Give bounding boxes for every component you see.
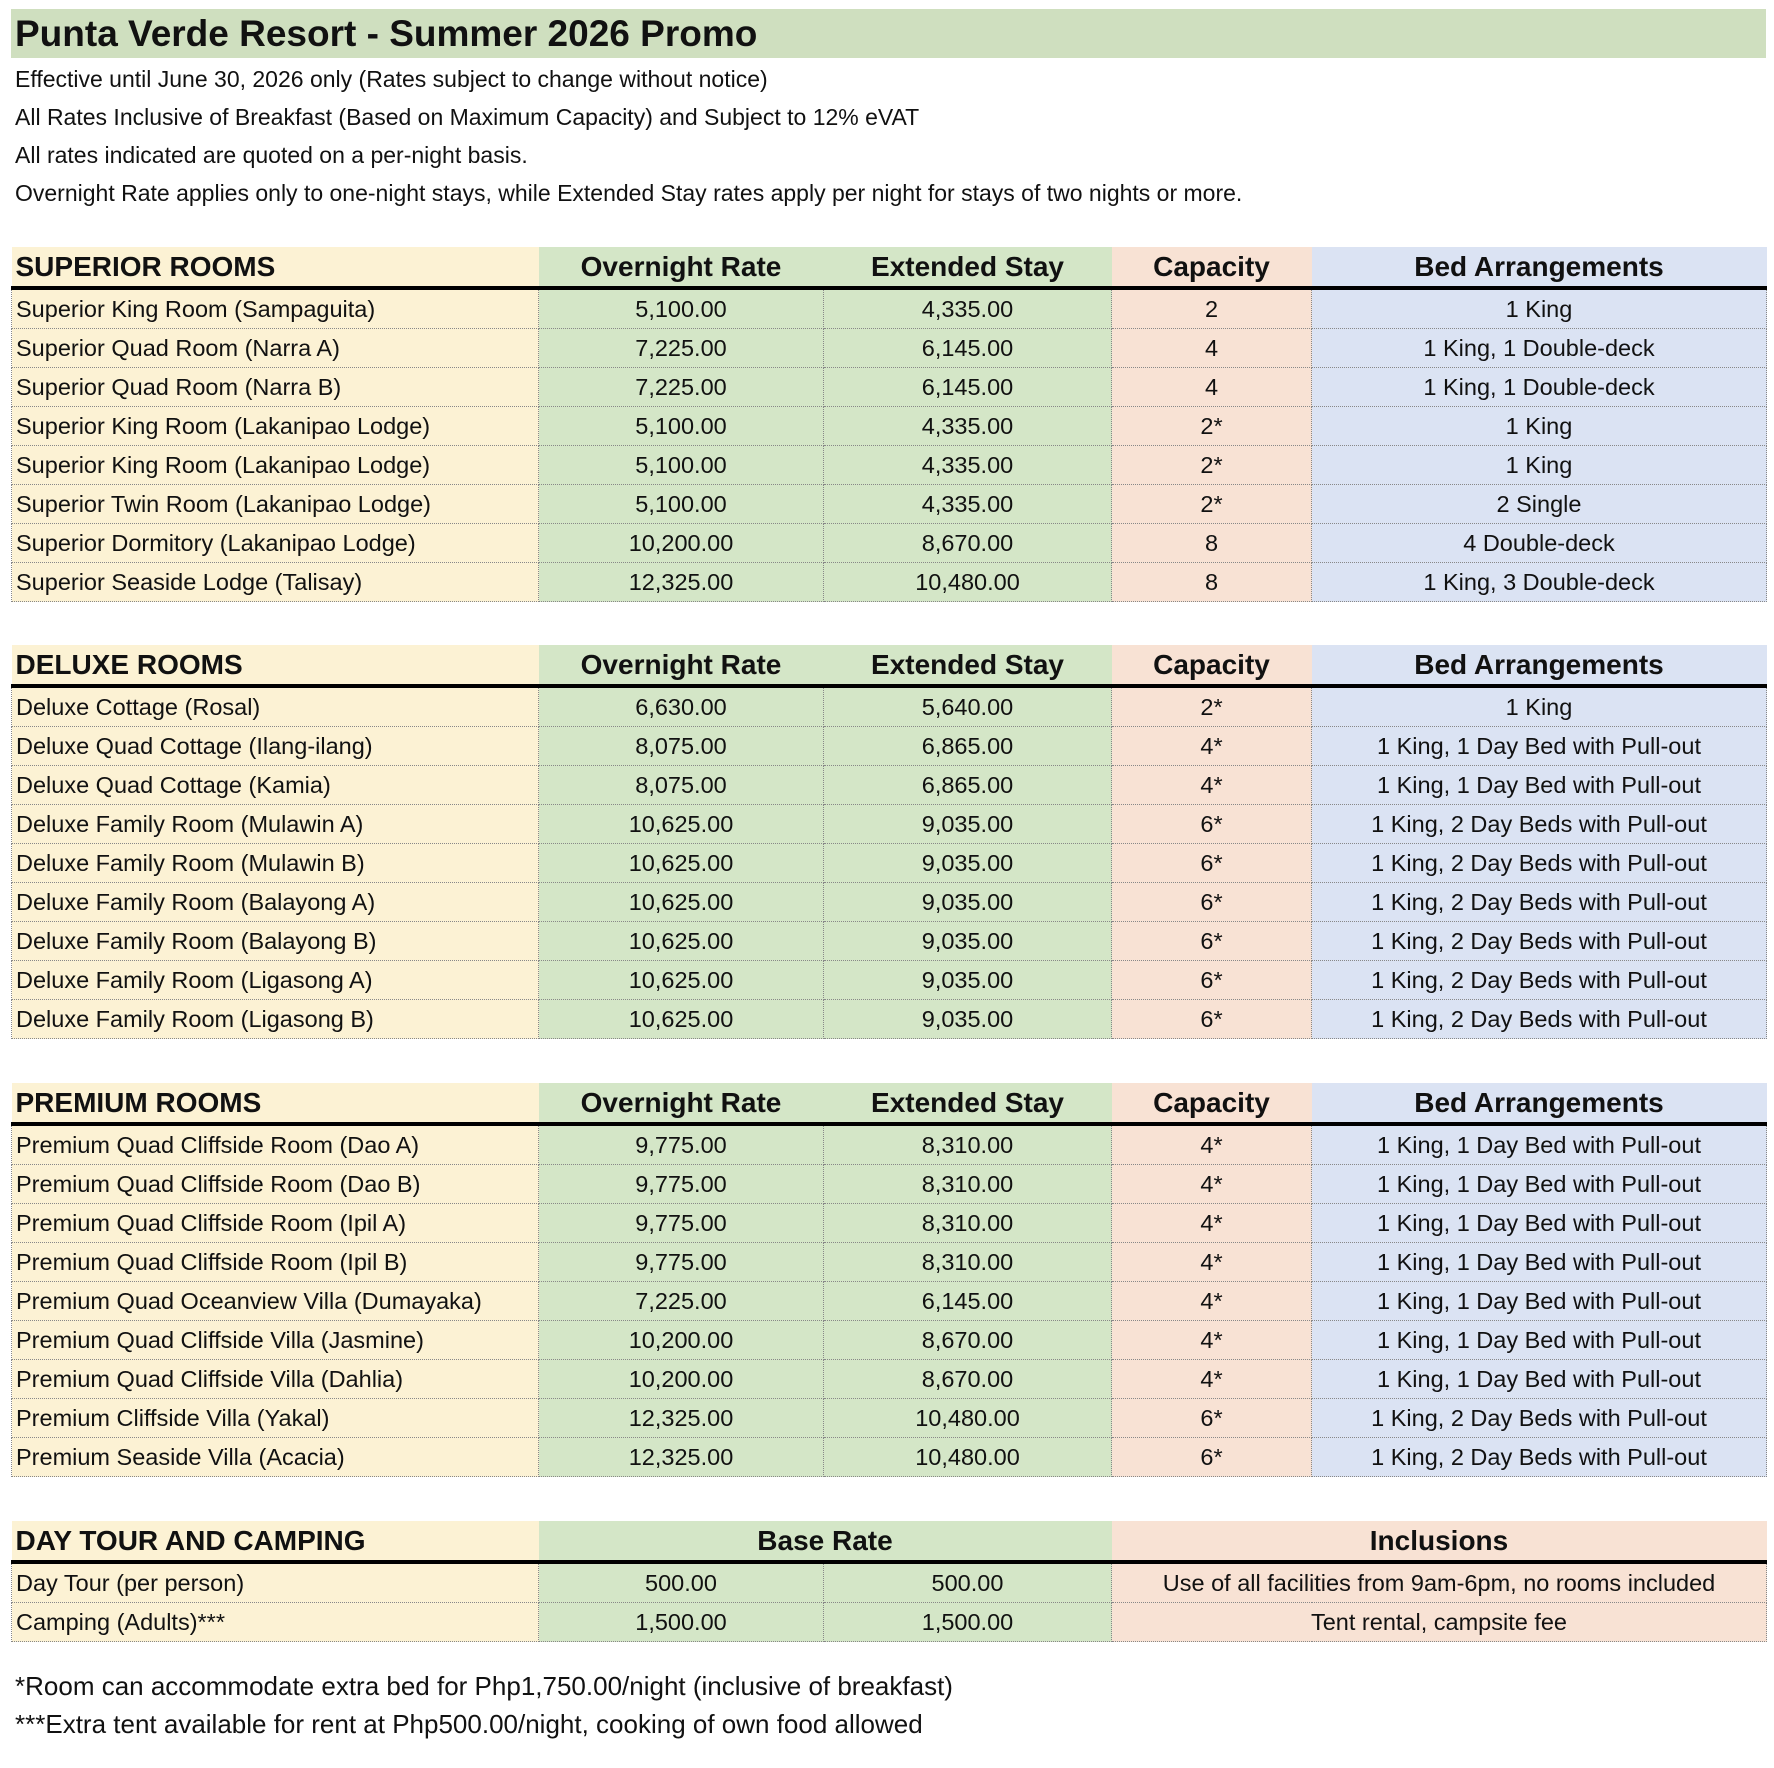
bed-arrangement-cell: 1 King, 2 Day Beds with Pull-out (1312, 844, 1767, 883)
capacity-cell: 6* (1112, 1000, 1312, 1039)
premium-rooms-table (11, 1083, 1767, 1477)
bed-arrangement-cell: 1 King, 1 Double-deck (1312, 368, 1767, 407)
table-row (12, 1204, 1767, 1243)
table-row (12, 1243, 1767, 1282)
bed-arrangement-cell: 2 Single (1312, 485, 1767, 524)
bed-arrangement-cell: 1 King, 2 Day Beds with Pull-out (1312, 1399, 1767, 1438)
inclusions-cell: Use of all facilities from 9am-6pm, no rooms included (1112, 1562, 1767, 1603)
extended-stay-header: Extended Stay (824, 645, 1112, 686)
extended-stay-cell: 10,480.00 (824, 563, 1112, 602)
bed-arrangement-cell: 1 King, 1 Day Bed with Pull-out (1312, 1282, 1767, 1321)
table-header-row (12, 645, 1767, 686)
capacity-cell: 6* (1112, 922, 1312, 961)
room-name-cell: Deluxe Family Room (Mulawin B) (12, 844, 539, 883)
overnight-rate-cell: 6,630.00 (539, 686, 824, 727)
capacity-cell: 8 (1112, 563, 1312, 602)
table-row (12, 1000, 1767, 1039)
capacity-cell: 2 (1112, 288, 1312, 329)
item-name-cell: Day Tour (per person) (12, 1562, 539, 1603)
bed-arrangement-cell: 1 King, 1 Double-deck (1312, 329, 1767, 368)
bed-arrangement-cell: 1 King (1312, 407, 1767, 446)
base-rate-cell: 500.00 (824, 1562, 1112, 1603)
overnight-rate-cell: 9,775.00 (539, 1165, 824, 1204)
overnight-rate-cell: 10,625.00 (539, 883, 824, 922)
extended-stay-cell: 8,310.00 (824, 1124, 1112, 1165)
extended-stay-cell: 4,335.00 (824, 407, 1112, 446)
overnight-rate-cell: 10,625.00 (539, 805, 824, 844)
bed-arrangement-cell: 1 King, 2 Day Beds with Pull-out (1312, 961, 1767, 1000)
extended-stay-cell: 10,480.00 (824, 1438, 1112, 1477)
capacity-cell: 4* (1112, 1243, 1312, 1282)
room-name-cell: Superior King Room (Sampaguita) (12, 288, 539, 329)
table-row (12, 524, 1767, 563)
room-name-cell: Premium Cliffside Villa (Yakal) (12, 1399, 539, 1438)
base-rate-cell: 500.00 (539, 1562, 824, 1603)
extended-stay-cell: 4,335.00 (824, 446, 1112, 485)
section-title: SUPERIOR ROOMS (12, 247, 539, 288)
table-row (12, 1360, 1767, 1399)
table-row (12, 1399, 1767, 1438)
table-row (12, 922, 1767, 961)
bed-arrangement-cell: 1 King, 1 Day Bed with Pull-out (1312, 1165, 1767, 1204)
bed-arrangement-cell: 1 King, 2 Day Beds with Pull-out (1312, 1438, 1767, 1477)
extended-stay-cell: 9,035.00 (824, 922, 1112, 961)
capacity-cell: 4* (1112, 1360, 1312, 1399)
overnight-rate-cell: 7,225.00 (539, 1282, 824, 1321)
superior-rooms-section (11, 247, 1767, 602)
extended-stay-header: Extended Stay (824, 247, 1112, 288)
extended-stay-cell: 8,310.00 (824, 1165, 1112, 1204)
room-name-cell: Premium Seaside Villa (Acacia) (12, 1438, 539, 1477)
item-name-cell: Camping (Adults)*** (12, 1603, 539, 1642)
page-title: Punta Verde Resort - Summer 2026 Promo (11, 9, 1766, 58)
bed-arrangement-cell: 4 Double-deck (1312, 524, 1767, 563)
bed-arrangements-header: Bed Arrangements (1312, 1083, 1767, 1124)
table-row (12, 446, 1767, 485)
overnight-rate-cell: 9,775.00 (539, 1204, 824, 1243)
overnight-rate-cell: 12,325.00 (539, 1438, 824, 1477)
overnight-rate-cell: 10,625.00 (539, 922, 824, 961)
capacity-cell: 6* (1112, 844, 1312, 883)
extended-stay-cell: 8,670.00 (824, 524, 1112, 563)
capacity-header: Capacity (1112, 1083, 1312, 1124)
table-header-row (12, 1521, 1767, 1562)
capacity-cell: 6* (1112, 1399, 1312, 1438)
table-row (12, 805, 1767, 844)
extended-stay-cell: 6,145.00 (824, 329, 1112, 368)
bed-arrangements-header: Bed Arrangements (1312, 247, 1767, 288)
note-effective-date: Effective until June 30, 2026 only (Rates subject to change without notice) (15, 66, 768, 92)
capacity-cell: 6* (1112, 961, 1312, 1000)
table-row (12, 686, 1767, 727)
room-name-cell: Premium Quad Cliffside Room (Ipil B) (12, 1243, 539, 1282)
superior-rooms-table (11, 247, 1767, 602)
extended-stay-cell: 4,335.00 (824, 288, 1112, 329)
table-header-row (12, 1083, 1767, 1124)
bed-arrangements-header: Bed Arrangements (1312, 645, 1767, 686)
extended-stay-cell: 8,310.00 (824, 1204, 1112, 1243)
bed-arrangement-cell: 1 King, 2 Day Beds with Pull-out (1312, 805, 1767, 844)
premium-rooms-section (11, 1083, 1767, 1477)
capacity-cell: 2* (1112, 686, 1312, 727)
overnight-rate-header: Overnight Rate (539, 247, 824, 288)
bed-arrangement-cell: 1 King, 3 Double-deck (1312, 563, 1767, 602)
table-row (12, 844, 1767, 883)
room-name-cell: Superior Seaside Lodge (Talisay) (12, 563, 539, 602)
capacity-header: Capacity (1112, 645, 1312, 686)
bed-arrangement-cell: 1 King, 2 Day Beds with Pull-out (1312, 883, 1767, 922)
overnight-rate-cell: 9,775.00 (539, 1243, 824, 1282)
room-name-cell: Superior Quad Room (Narra A) (12, 329, 539, 368)
day-tour-camping-table (11, 1521, 1767, 1642)
overnight-rate-cell: 12,325.00 (539, 1399, 824, 1438)
room-name-cell: Premium Quad Cliffside Villa (Dahlia) (12, 1360, 539, 1399)
extended-stay-cell: 9,035.00 (824, 1000, 1112, 1039)
deluxe-rooms-section (11, 645, 1767, 1039)
capacity-cell: 4* (1112, 1204, 1312, 1243)
room-name-cell: Deluxe Family Room (Balayong B) (12, 922, 539, 961)
notes (11, 60, 1766, 212)
table-row (12, 288, 1767, 329)
table-row (12, 727, 1767, 766)
base-rate-header: Base Rate (539, 1521, 1112, 1562)
capacity-cell: 4* (1112, 1165, 1312, 1204)
section-title: DAY TOUR AND CAMPING (12, 1521, 539, 1562)
extended-stay-cell: 9,035.00 (824, 805, 1112, 844)
overnight-rate-header: Overnight Rate (539, 1083, 824, 1124)
table-row (12, 485, 1767, 524)
table-row (12, 883, 1767, 922)
extended-stay-cell: 9,035.00 (824, 844, 1112, 883)
deluxe-rooms-table (11, 645, 1767, 1039)
extended-stay-cell: 5,640.00 (824, 686, 1112, 727)
bed-arrangement-cell: 1 King (1312, 446, 1767, 485)
bed-arrangement-cell: 1 King, 1 Day Bed with Pull-out (1312, 727, 1767, 766)
section-title: DELUXE ROOMS (12, 645, 539, 686)
inclusions-cell: Tent rental, campsite fee (1112, 1603, 1767, 1642)
table-row (12, 766, 1767, 805)
extended-stay-cell: 6,865.00 (824, 766, 1112, 805)
overnight-rate-cell: 10,625.00 (539, 844, 824, 883)
footnote-extra-tent: ***Extra tent available for rent at Php500.00/night, cooking of own food allowed (15, 1709, 923, 1739)
overnight-rate-cell: 10,200.00 (539, 1360, 824, 1399)
capacity-cell: 4* (1112, 766, 1312, 805)
bed-arrangement-cell: 1 King (1312, 686, 1767, 727)
extended-stay-cell: 4,335.00 (824, 485, 1112, 524)
table-row (12, 1165, 1767, 1204)
overnight-rate-header: Overnight Rate (539, 645, 824, 686)
bed-arrangement-cell: 1 King, 1 Day Bed with Pull-out (1312, 1204, 1767, 1243)
room-name-cell: Premium Quad Cliffside Room (Ipil A) (12, 1204, 539, 1243)
overnight-rate-cell: 5,100.00 (539, 288, 824, 329)
room-name-cell: Premium Quad Cliffside Room (Dao A) (12, 1124, 539, 1165)
extended-stay-cell: 6,865.00 (824, 727, 1112, 766)
extended-stay-header: Extended Stay (824, 1083, 1112, 1124)
note-overnight-vs-extended: Overnight Rate applies only to one-night stays, while Extended Stay rates apply per night for stays of two nights or more. (15, 180, 1243, 206)
bed-arrangement-cell: 1 King, 1 Day Bed with Pull-out (1312, 1124, 1767, 1165)
room-name-cell: Deluxe Quad Cottage (Ilang-ilang) (12, 727, 539, 766)
overnight-rate-cell: 5,100.00 (539, 485, 824, 524)
overnight-rate-cell: 7,225.00 (539, 368, 824, 407)
room-name-cell: Superior Quad Room (Narra B) (12, 368, 539, 407)
footnotes (11, 1667, 953, 1743)
bed-arrangement-cell: 1 King, 1 Day Bed with Pull-out (1312, 1321, 1767, 1360)
table-row (12, 1321, 1767, 1360)
table-row (12, 1124, 1767, 1165)
room-name-cell: Deluxe Quad Cottage (Kamia) (12, 766, 539, 805)
extended-stay-cell: 8,670.00 (824, 1321, 1112, 1360)
capacity-cell: 2* (1112, 485, 1312, 524)
extended-stay-cell: 10,480.00 (824, 1399, 1112, 1438)
overnight-rate-cell: 10,625.00 (539, 961, 824, 1000)
table-row (12, 407, 1767, 446)
overnight-rate-cell: 10,200.00 (539, 1321, 824, 1360)
extended-stay-cell: 6,145.00 (824, 368, 1112, 407)
capacity-cell: 4 (1112, 329, 1312, 368)
overnight-rate-cell: 5,100.00 (539, 446, 824, 485)
bed-arrangement-cell: 1 King, 1 Day Bed with Pull-out (1312, 766, 1767, 805)
overnight-rate-cell: 8,075.00 (539, 766, 824, 805)
capacity-cell: 6* (1112, 1438, 1312, 1477)
overnight-rate-cell: 12,325.00 (539, 563, 824, 602)
extended-stay-cell: 8,310.00 (824, 1243, 1112, 1282)
room-name-cell: Superior King Room (Lakanipao Lodge) (12, 446, 539, 485)
room-name-cell: Superior Dormitory (Lakanipao Lodge) (12, 524, 539, 563)
room-name-cell: Deluxe Family Room (Balayong A) (12, 883, 539, 922)
inclusions-header: Inclusions (1112, 1521, 1767, 1562)
overnight-rate-cell: 10,625.00 (539, 1000, 824, 1039)
room-name-cell: Deluxe Family Room (Ligasong B) (12, 1000, 539, 1039)
capacity-cell: 4* (1112, 1124, 1312, 1165)
bed-arrangement-cell: 1 King, 1 Day Bed with Pull-out (1312, 1360, 1767, 1399)
overnight-rate-cell: 10,200.00 (539, 524, 824, 563)
capacity-cell: 2* (1112, 446, 1312, 485)
capacity-cell: 4 (1112, 368, 1312, 407)
capacity-cell: 4* (1112, 727, 1312, 766)
room-name-cell: Deluxe Cottage (Rosal) (12, 686, 539, 727)
table-row (12, 368, 1767, 407)
bed-arrangement-cell: 1 King, 2 Day Beds with Pull-out (1312, 1000, 1767, 1039)
bed-arrangement-cell: 1 King, 1 Day Bed with Pull-out (1312, 1243, 1767, 1282)
bed-arrangement-cell: 1 King, 2 Day Beds with Pull-out (1312, 922, 1767, 961)
day-tour-camping-section (11, 1521, 1767, 1642)
room-name-cell: Deluxe Family Room (Mulawin A) (12, 805, 539, 844)
room-name-cell: Superior King Room (Lakanipao Lodge) (12, 407, 539, 446)
table-row (12, 1603, 1767, 1642)
capacity-cell: 8 (1112, 524, 1312, 563)
capacity-header: Capacity (1112, 247, 1312, 288)
extended-stay-cell: 9,035.00 (824, 961, 1112, 1000)
note-inclusive-breakfast: All Rates Inclusive of Breakfast (Based on Maximum Capacity) and Subject to 12% eVAT (15, 104, 920, 130)
room-name-cell: Deluxe Family Room (Ligasong A) (12, 961, 539, 1000)
room-name-cell: Superior Twin Room (Lakanipao Lodge) (12, 485, 539, 524)
section-title: PREMIUM ROOMS (12, 1083, 539, 1124)
base-rate-cell: 1,500.00 (824, 1603, 1112, 1642)
rate-sheet (11, 9, 1766, 212)
capacity-cell: 6* (1112, 805, 1312, 844)
extended-stay-cell: 9,035.00 (824, 883, 1112, 922)
note-per-night-basis: All rates indicated are quoted on a per-night basis. (15, 142, 528, 168)
capacity-cell: 4* (1112, 1321, 1312, 1360)
capacity-cell: 6* (1112, 883, 1312, 922)
table-row (12, 329, 1767, 368)
extended-stay-cell: 8,670.00 (824, 1360, 1112, 1399)
footnote-extra-bed: *Room can accommodate extra bed for Php1,750.00/night (inclusive of breakfast) (15, 1671, 953, 1701)
base-rate-cell: 1,500.00 (539, 1603, 824, 1642)
bed-arrangement-cell: 1 King (1312, 288, 1767, 329)
table-row (12, 961, 1767, 1000)
room-name-cell: Premium Quad Cliffside Room (Dao B) (12, 1165, 539, 1204)
capacity-cell: 2* (1112, 407, 1312, 446)
room-name-cell: Premium Quad Cliffside Villa (Jasmine) (12, 1321, 539, 1360)
table-row (12, 563, 1767, 602)
table-row (12, 1562, 1767, 1603)
table-row (12, 1282, 1767, 1321)
overnight-rate-cell: 8,075.00 (539, 727, 824, 766)
overnight-rate-cell: 9,775.00 (539, 1124, 824, 1165)
overnight-rate-cell: 7,225.00 (539, 329, 824, 368)
extended-stay-cell: 6,145.00 (824, 1282, 1112, 1321)
room-name-cell: Premium Quad Oceanview Villa (Dumayaka) (12, 1282, 539, 1321)
table-row (12, 1438, 1767, 1477)
capacity-cell: 4* (1112, 1282, 1312, 1321)
overnight-rate-cell: 5,100.00 (539, 407, 824, 446)
table-header-row (12, 247, 1767, 288)
